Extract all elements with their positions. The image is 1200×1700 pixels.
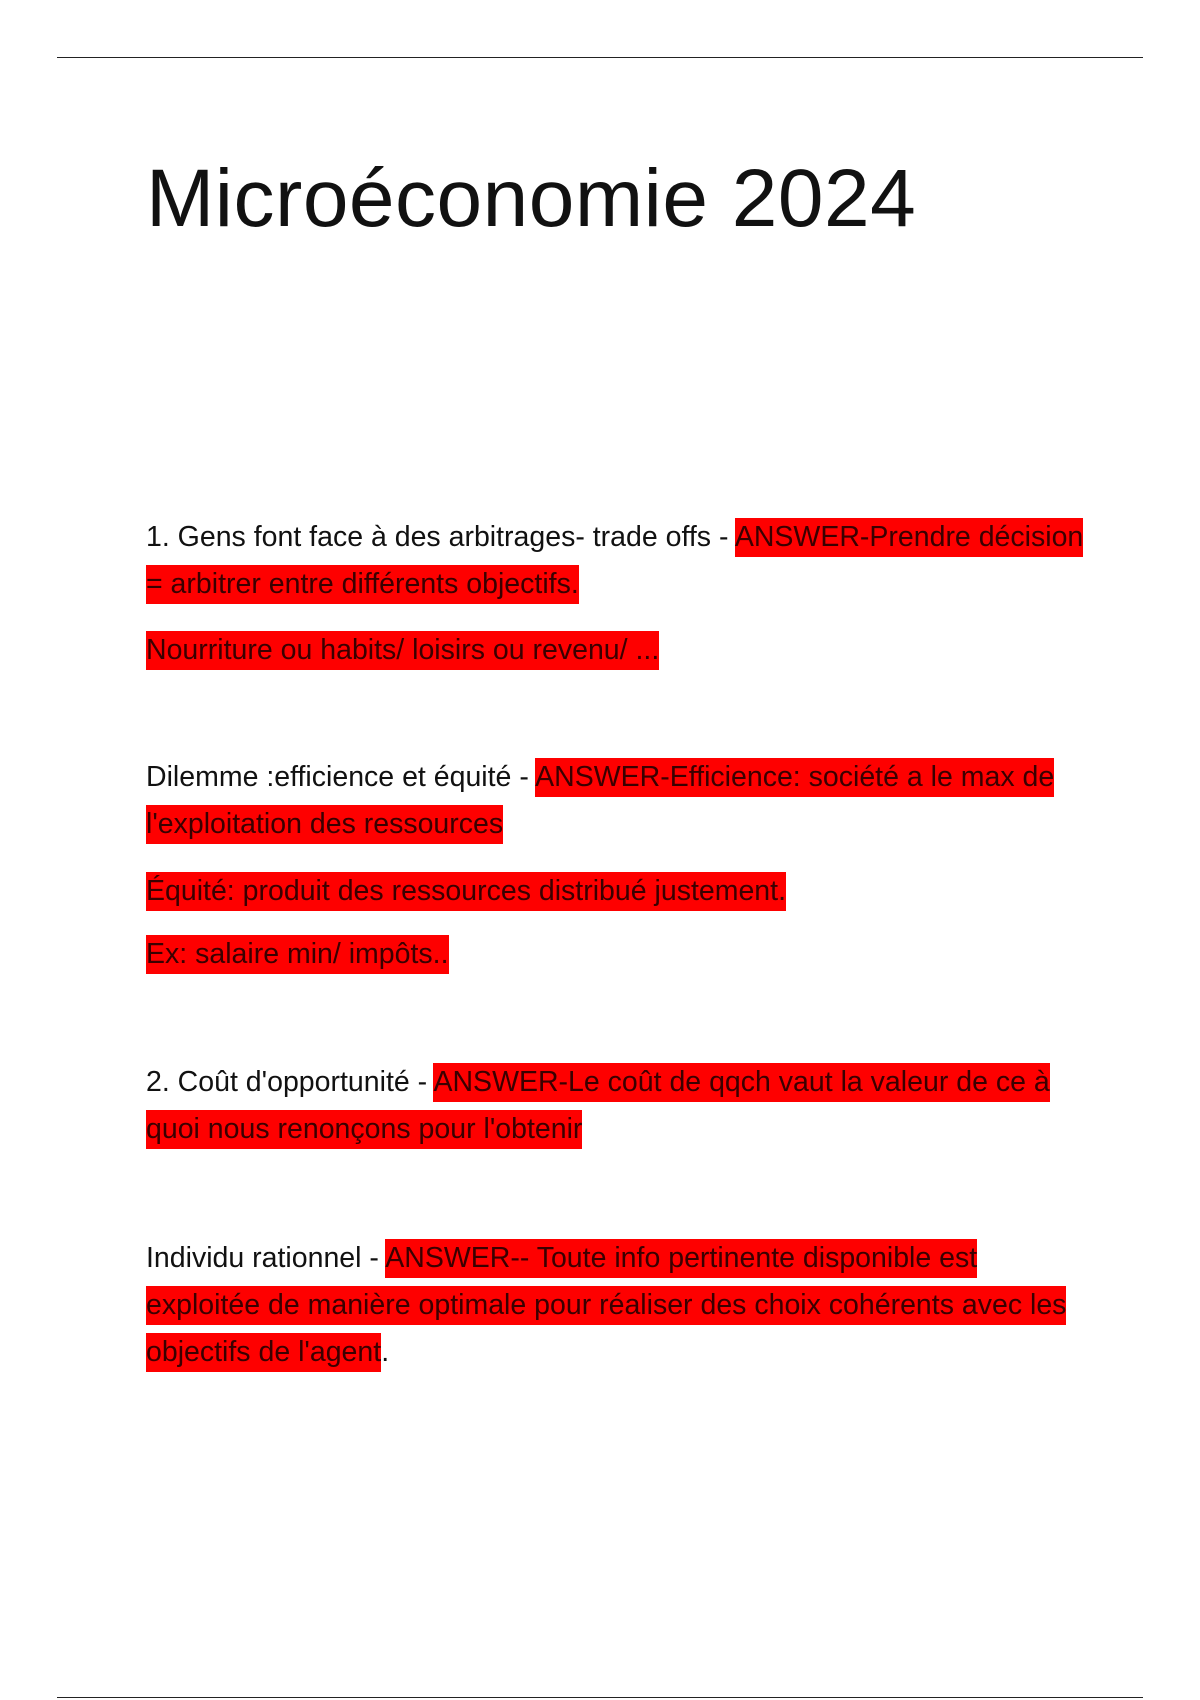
entry-4 [146, 1235, 1081, 1376]
entry-2-note-1-text: Équité: produit des ressources distribué justement. [146, 872, 786, 911]
entry-2 [146, 754, 1086, 848]
entry-1-note-1-text: Nourriture ou habits/ loisirs ou revenu/ ... [146, 631, 659, 670]
bottom-rule [57, 1697, 1143, 1698]
entry-1 [146, 514, 1096, 608]
entry-3-question: 2. Coût d'opportunité - [146, 1066, 434, 1098]
entry-2-note-2 [146, 931, 1096, 978]
entry-1-answer: ANSWER-Prendre décision = arbitrer entre différents objectifs. [146, 518, 1083, 604]
page-title: Microéconomie 2024 [146, 153, 917, 244]
entry-1-question: 1. Gens font face à des arbitrages- trade offs - [146, 521, 735, 553]
entry-4-trailing-period: . [381, 1336, 390, 1368]
entry-3-answer: ANSWER-Le coût de qqch vaut la valeur de ce à quoi nous renonçons pour l'obtenir [146, 1063, 1050, 1149]
entry-2-answer: ANSWER-Efficience: société a le max de l'exploitation des ressources [146, 758, 1054, 844]
top-rule [57, 57, 1143, 58]
entry-4-answer: ANSWER-- Toute info pertinente disponible est exploitée de manière optimale pour réaliser des choix cohérents avec les objectifs de l'agent [146, 1239, 1066, 1372]
entry-2-question: Dilemme :efficience et équité - [146, 761, 536, 793]
entry-4-question: Individu rationnel - [146, 1242, 386, 1274]
entry-3 [146, 1059, 1086, 1153]
entry-2-note-1 [146, 868, 1096, 915]
entry-1-note-1 [146, 627, 1096, 674]
entry-2-note-2-text: Ex: salaire min/ impôts.. [146, 935, 449, 974]
